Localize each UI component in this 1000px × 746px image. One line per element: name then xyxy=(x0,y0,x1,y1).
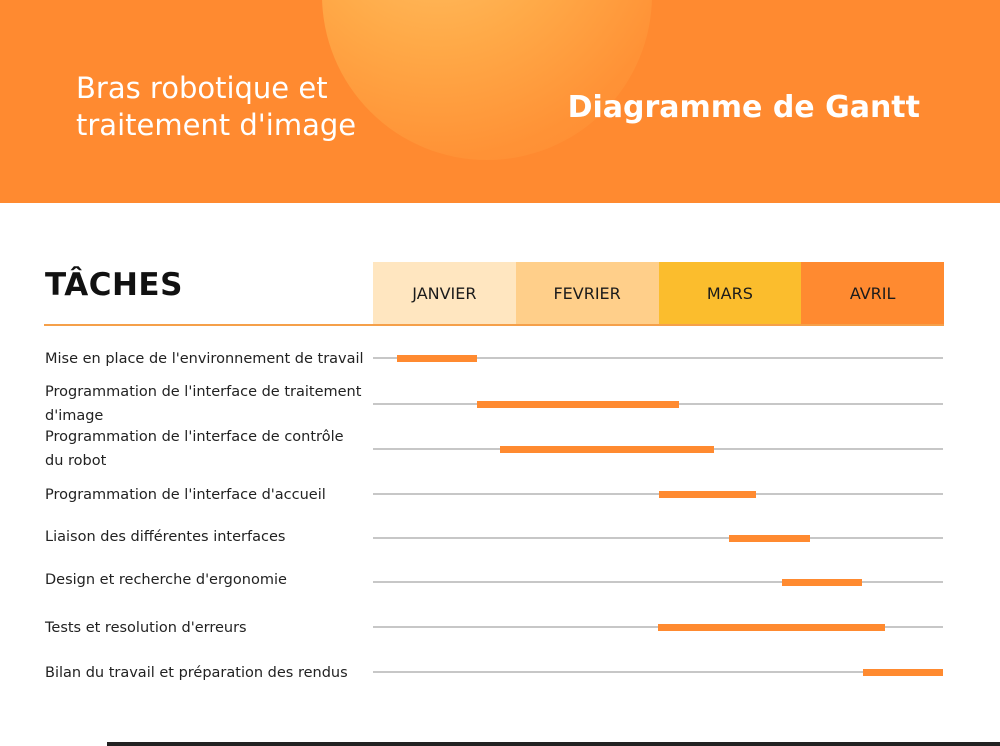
task-label: Design et recherche d'ergonomie xyxy=(45,572,287,588)
task-label: Liaison des différentes interfaces xyxy=(45,529,286,545)
month-april: AVRIL xyxy=(801,262,944,325)
task-bar xyxy=(729,535,810,542)
task-track xyxy=(373,671,943,673)
task-bar xyxy=(659,491,756,498)
month-march: MARS xyxy=(659,262,802,325)
project-title: Bras robotique et traitement d'image xyxy=(76,71,357,142)
task-label: Tests et resolution d'erreurs xyxy=(45,620,247,636)
task-label: Programmation de l'interface de traitement d'image xyxy=(45,384,362,424)
bottom-edge-line xyxy=(107,742,1000,746)
task-bar xyxy=(782,579,862,586)
month-february: FEVRIER xyxy=(516,262,659,325)
header-banner xyxy=(0,0,1000,203)
task-track xyxy=(373,493,943,495)
month-header xyxy=(373,262,944,325)
task-bar xyxy=(863,669,943,676)
task-bar xyxy=(658,624,885,631)
task-track xyxy=(373,537,943,539)
task-label: Programmation de l'interface de contrôle du robot xyxy=(45,429,344,469)
task-bar xyxy=(477,401,679,408)
chart-title: Diagramme de Gantt xyxy=(567,90,920,125)
tasks-column-heading: TÂCHES xyxy=(45,267,183,303)
task-label: Mise en place de l'environnement de travail xyxy=(45,351,364,367)
month-january: JANVIER xyxy=(373,262,516,325)
header-divider xyxy=(44,324,944,326)
task-bar xyxy=(397,355,477,362)
task-bar xyxy=(500,446,714,453)
task-label: Bilan du travail et préparation des rendus xyxy=(45,665,348,681)
task-label: Programmation de l'interface d'accueil xyxy=(45,487,326,503)
